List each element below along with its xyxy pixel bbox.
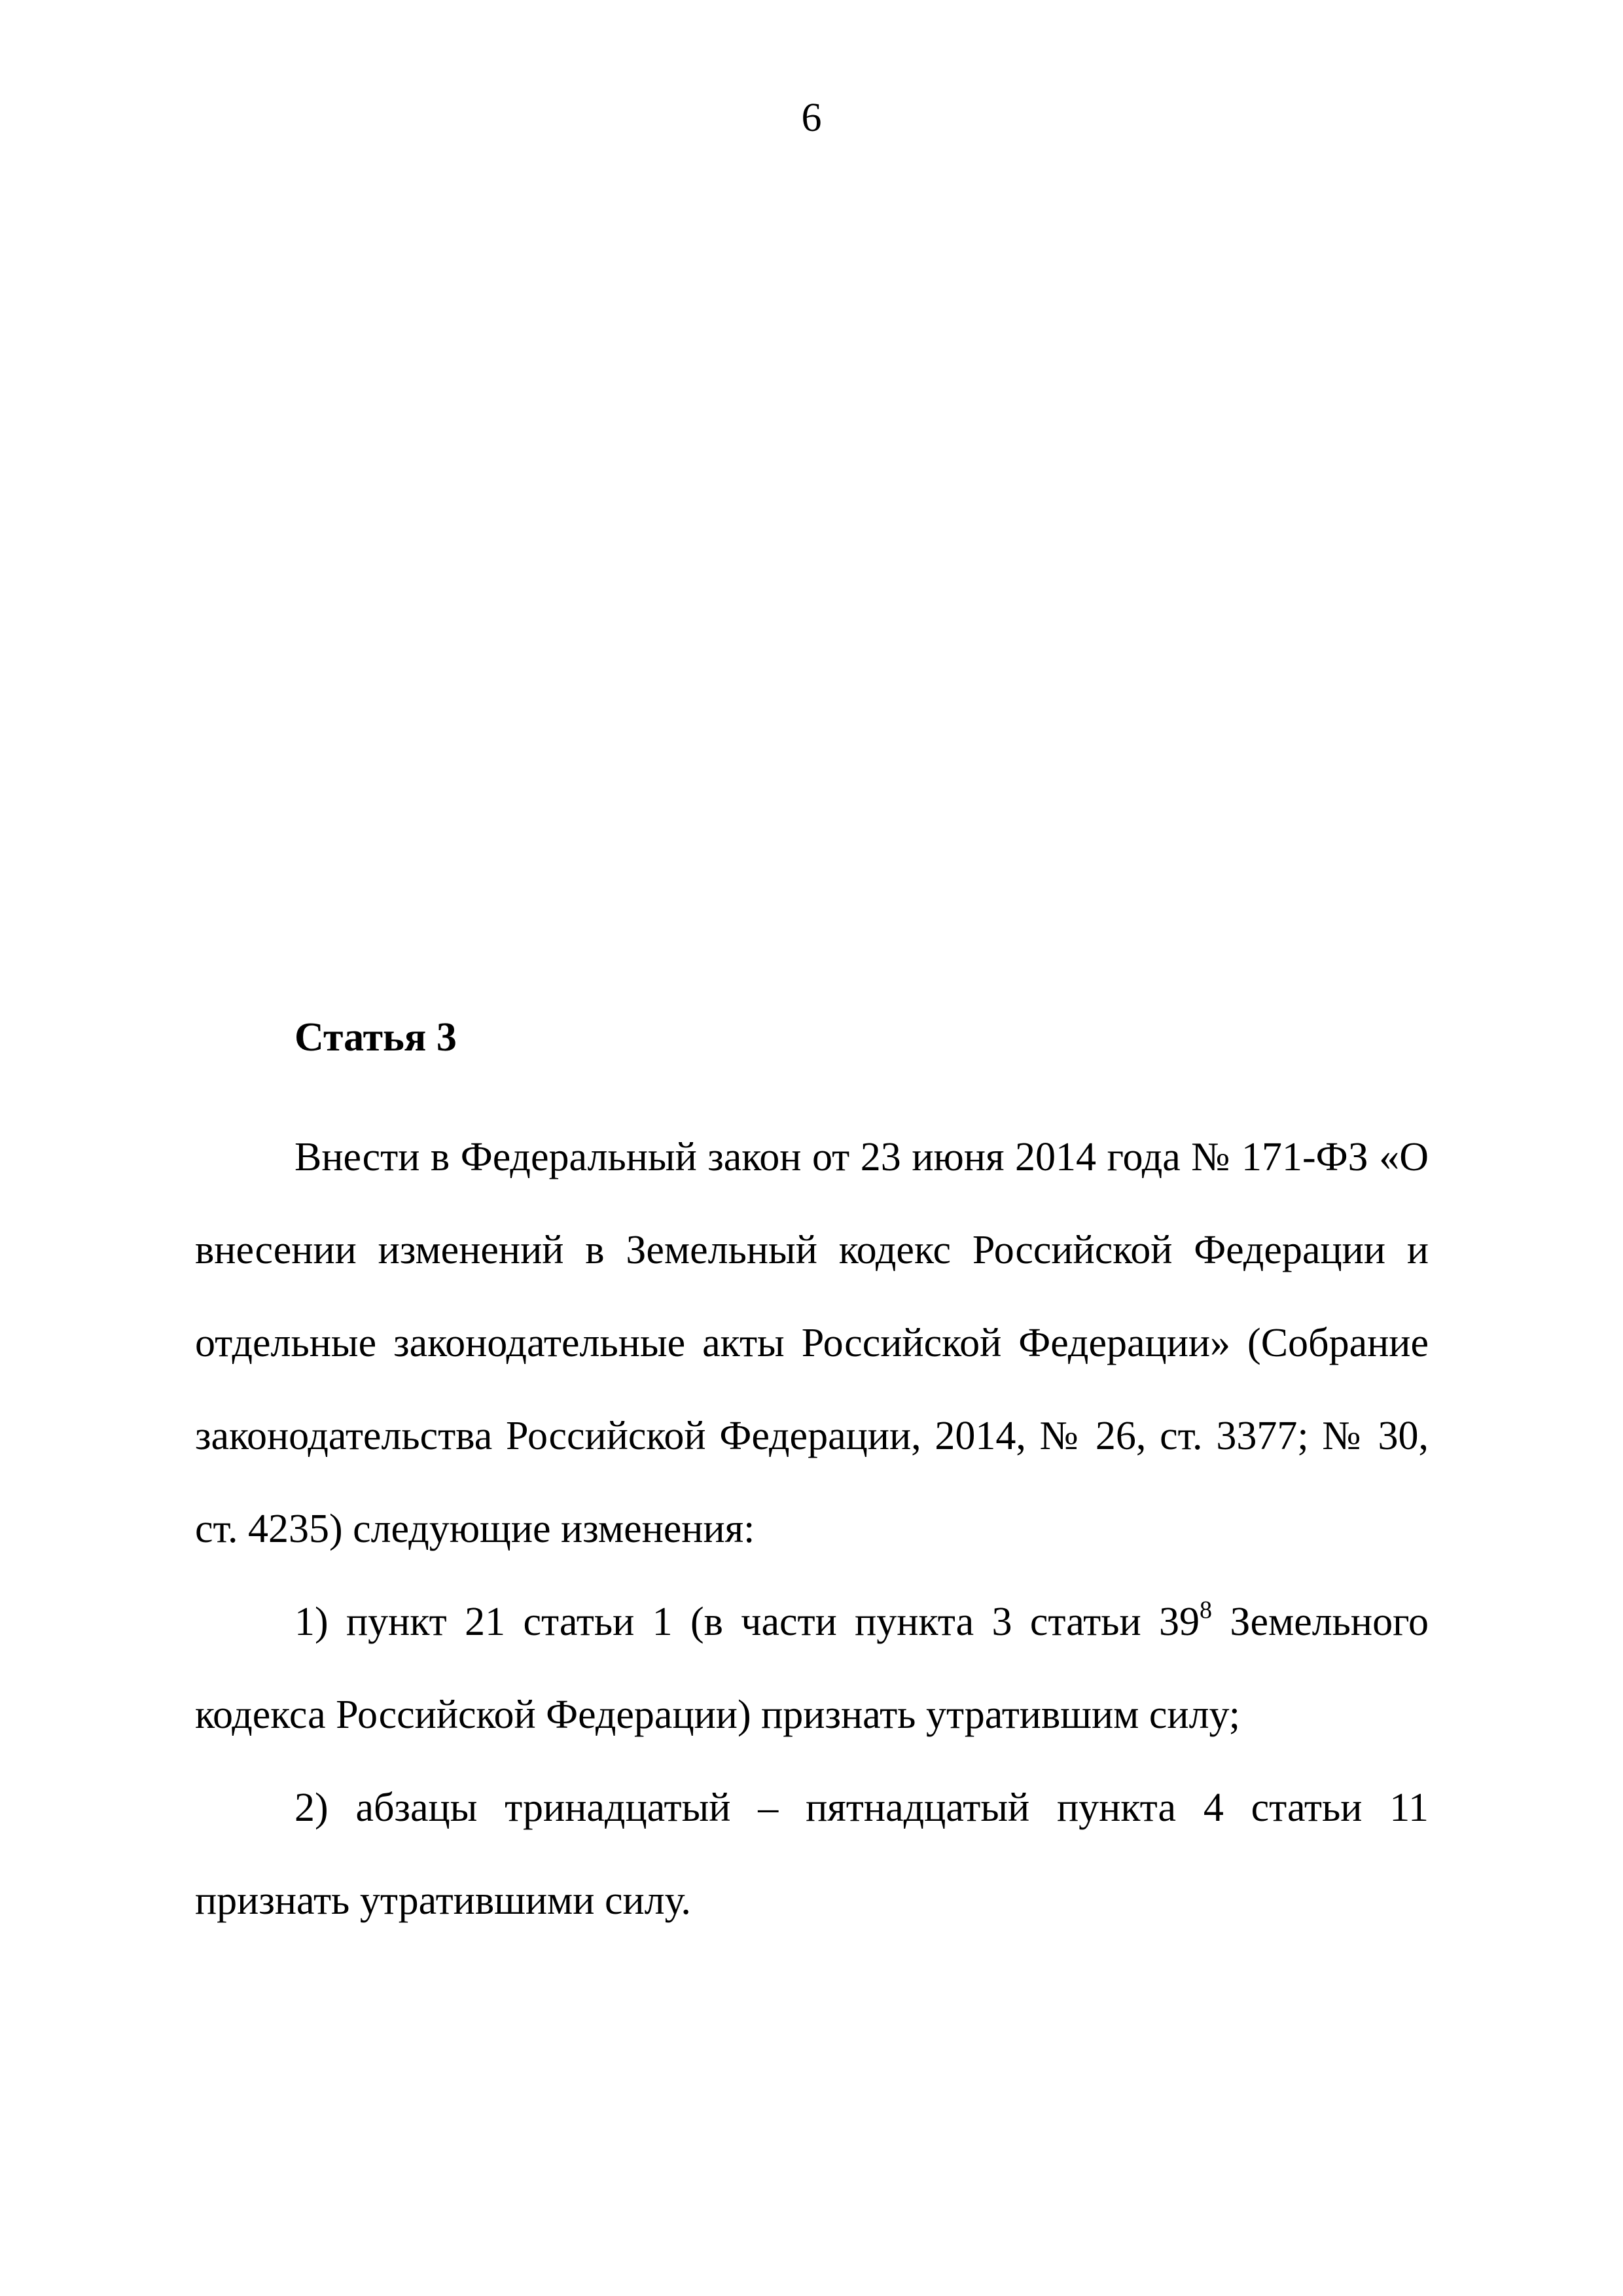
article-3: [195, 1011, 1429, 1947]
article-item-2: 2) абзацы тринадцатый – пятнадцатый пункта 4 статьи 11 признать утратившими силу.: [195, 1785, 1429, 1923]
item-1-text-end: Земельного кодекса Российской Федерации) признать утратившим силу;: [195, 1600, 1429, 1737]
article-item-1: [195, 1575, 1429, 1761]
article-intro-paragraph: Внести в Федеральный закон от 23 июня 2014 года № 171-ФЗ «О внесении изменений в Земельный кодекс Российской Федерации и отдельные законодательные акты Российской Федерации» (Собрание законодательства Российской Федерации, 2014, № 26, ст. 3377; № 30, ст. 4235) следующие изменения:: [195, 1135, 1429, 1551]
page-number: 6: [801, 96, 822, 140]
article-heading: Статья 3: [294, 1015, 457, 1060]
item-1-text-start: 1) пункт 21 статьи 1 (в части пункта 3 статьи 39: [294, 1600, 1200, 1644]
item-1-superscript: 8: [1200, 1596, 1213, 1624]
